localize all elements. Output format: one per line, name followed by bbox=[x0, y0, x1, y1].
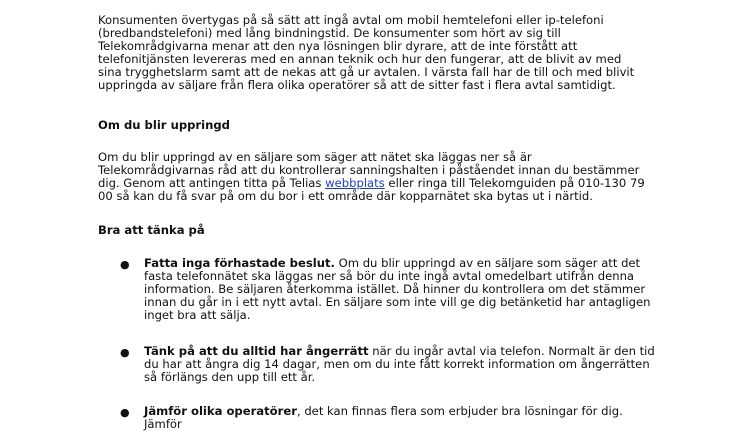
uppringd-text-after-link: eller ringa till Telekomguiden på 010-130 79 00 så kan du få svar på om du bor i ett område där kopparnätet ska bytas ut i närtid. bbox=[98, 176, 645, 204]
heading-bra-att-tanka-pa: Bra att tänka på bbox=[98, 223, 205, 237]
intro-paragraph: Konsumenten övertygas på så sätt att ingå avtal om mobil hemtelefoni eller ip-telefoni (bredbandstelefoni) med lång bindningstid. De konsumenter som hört av sig till Telekområdgivarna menar att den nya lösningen blir dyrare, att de inte förstått att telefonitjänsten levereras med en annan teknik och hur den fungerar, att de blivit av med sina trygghetslarm samt att de nekas att gå ur avtalen. I värsta fall har de till och med blivit uppringda av säljare från flera olika operatörer så att de sitter fast i flera avtal samtidigt. bbox=[98, 13, 635, 93]
bullet-icon: ● bbox=[120, 346, 130, 359]
heading-om-du-blir-uppringd: Om du blir uppringd bbox=[98, 118, 230, 132]
uppringd-text-before-link: Om du blir uppringd av en säljare som säger att nätet ska läggas ner så är Telekområdgivarnas råd att du kontrollerar sanningshalten i påståendet innan du bestämmer dig. Genom att antingen titta på Telias bbox=[98, 150, 640, 191]
list-item-text bbox=[144, 405, 658, 431]
bullet-icon: ● bbox=[120, 258, 130, 271]
list-item-text bbox=[144, 257, 658, 322]
list-item-text bbox=[144, 345, 658, 384]
list-item-body: när du ingår avtal via telefon. Normalt är den tid du har att ångra dig 14 dagar, men om du inte fått korrekt information om ångerrätten så förlängs den upp till ett år. bbox=[144, 344, 655, 385]
list-item-body: , det kan finnas flera som erbjuder bra lösningar för dig. Jämför bbox=[144, 404, 623, 431]
bullet-icon: ● bbox=[120, 406, 130, 419]
uppringd-paragraph bbox=[98, 151, 646, 203]
list-item-bold: Tänk på att du alltid har ångerrätt bbox=[144, 344, 369, 358]
webbplats-link[interactable]: webbplats bbox=[325, 176, 385, 191]
list-item-body: Om du blir uppringd av en säljare som säger att det fasta telefonnätet ska läggas ner så bör du inte ingå avtal omedelbart utifrån denna information. Be säljaren återkomma istället. Då hinner du kontrollera om det stämmer innan du går in i ett nytt avtal. En säljare som inte vill ge dig betänketid har antagligen inget bra att sälja. bbox=[144, 256, 651, 323]
list-item-bold: Fatta inga förhastade beslut. bbox=[144, 256, 335, 270]
list-item-bold: Jämför olika operatörer bbox=[144, 404, 297, 418]
